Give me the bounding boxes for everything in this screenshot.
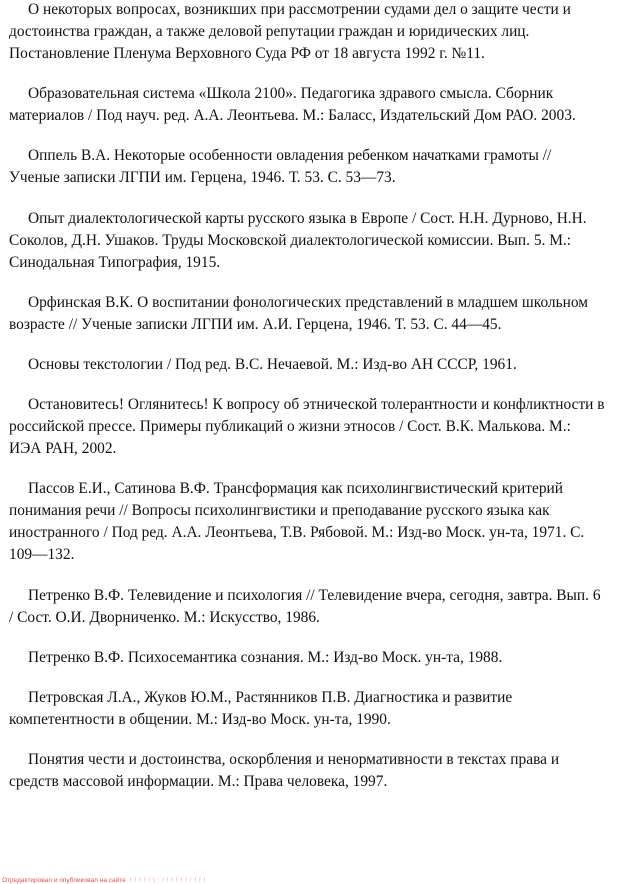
footer-marks: ! ! ! ! ! \ : ! ! ! ! ! ! ! ! ! ! xyxy=(129,877,206,884)
footer-watermark xyxy=(2,877,206,884)
bibliography-entry: Понятия чести и достоинства, оскорбления и ненормативности в текстах права и средств массовой информации. М.: Права человека, 1997. xyxy=(9,751,560,791)
bibliography-entry: Пассов Е.И., Сатинова В.Ф. Трансформация как психолингвистический критерий понимания речи // Вопросы психолингвистики и преподавание русского языка как иностранного / Под ред. А.А. Леонтьева, Т.В. Рябовой. М.: Изд-во Моск. ун-та, 1971. С. 109—132. xyxy=(9,480,585,564)
bibliography-entry: Основы текстологии / Под ред. В.С. Нечаевой. М.: Изд-во АН СССР, 1961. xyxy=(28,355,517,373)
bibliography-entry: Образовательная система «Школа 2100». Педагогика здравого смысла. Сборник материалов / Под науч. ред. А.А. Леонтьева. М.: Баласс, Издательский Дом РАО. 2003. xyxy=(9,85,576,125)
bibliography-entry: Оппель В.А. Некоторые особенности овладения ребенком начатками грамоты // Ученые записки ЛГПИ им. Герцена, 1946. Т. 53. С. 53—73. xyxy=(9,147,552,187)
footer-text: Отредактировал и опубликовал на сайте xyxy=(2,877,126,884)
bibliography-entry: Петренко В.Ф. Психосемантика сознания. М.: Изд-во Моск. ун-та, 1988. xyxy=(28,648,503,666)
bibliography-entry: Орфинская В.К. О воспитании фонологических представлений в младшем школьном возрасте // Ученые записки ЛГПИ им. А.И. Герцена, 1946. Т. 53. С. 44—45. xyxy=(9,293,589,333)
bibliography-entry: Петренко В.Ф. Телевидение и психология // Телевидение вчера, сегодня, завтра. Вып. 6 / Сост. О.И. Дворниченко. М.: Искусство, 1986. xyxy=(9,586,601,626)
bibliography-entry: О некоторых вопросах, возникших при рассмотрении судами дел о защите чести и достоинства граждан, а также деловой репутации граждан и юридических лиц. Постановление Пленума Верховного Суда РФ от 18 августа 1992 г. №11. xyxy=(9,1,571,62)
bibliography-entry: Опыт диалектологической карты русского языка в Европе / Сост. Н.Н. Дурново, Н.Н. Соколов, Д.Н. Ушаков. Труды Московской диалектологической комиссии. Вып. 5. М.: Синодальная Типография, 1915. xyxy=(9,209,587,271)
bibliography-entry: Петровская Л.А., Жуков Ю.М., Растянников П.В. Диагностика и развитие компетентности в общении. М.: Изд-во Моск. ун-та, 1990. xyxy=(9,688,513,728)
bibliography-entry: Остановитесь! Оглянитесь! К вопросу об этнической толерантности и конфликтности в российской прессе. Примеры публикаций о жизни этносов / Сост. В.К. Малькова. М.: ИЭА РАН, 2002. xyxy=(9,396,605,458)
